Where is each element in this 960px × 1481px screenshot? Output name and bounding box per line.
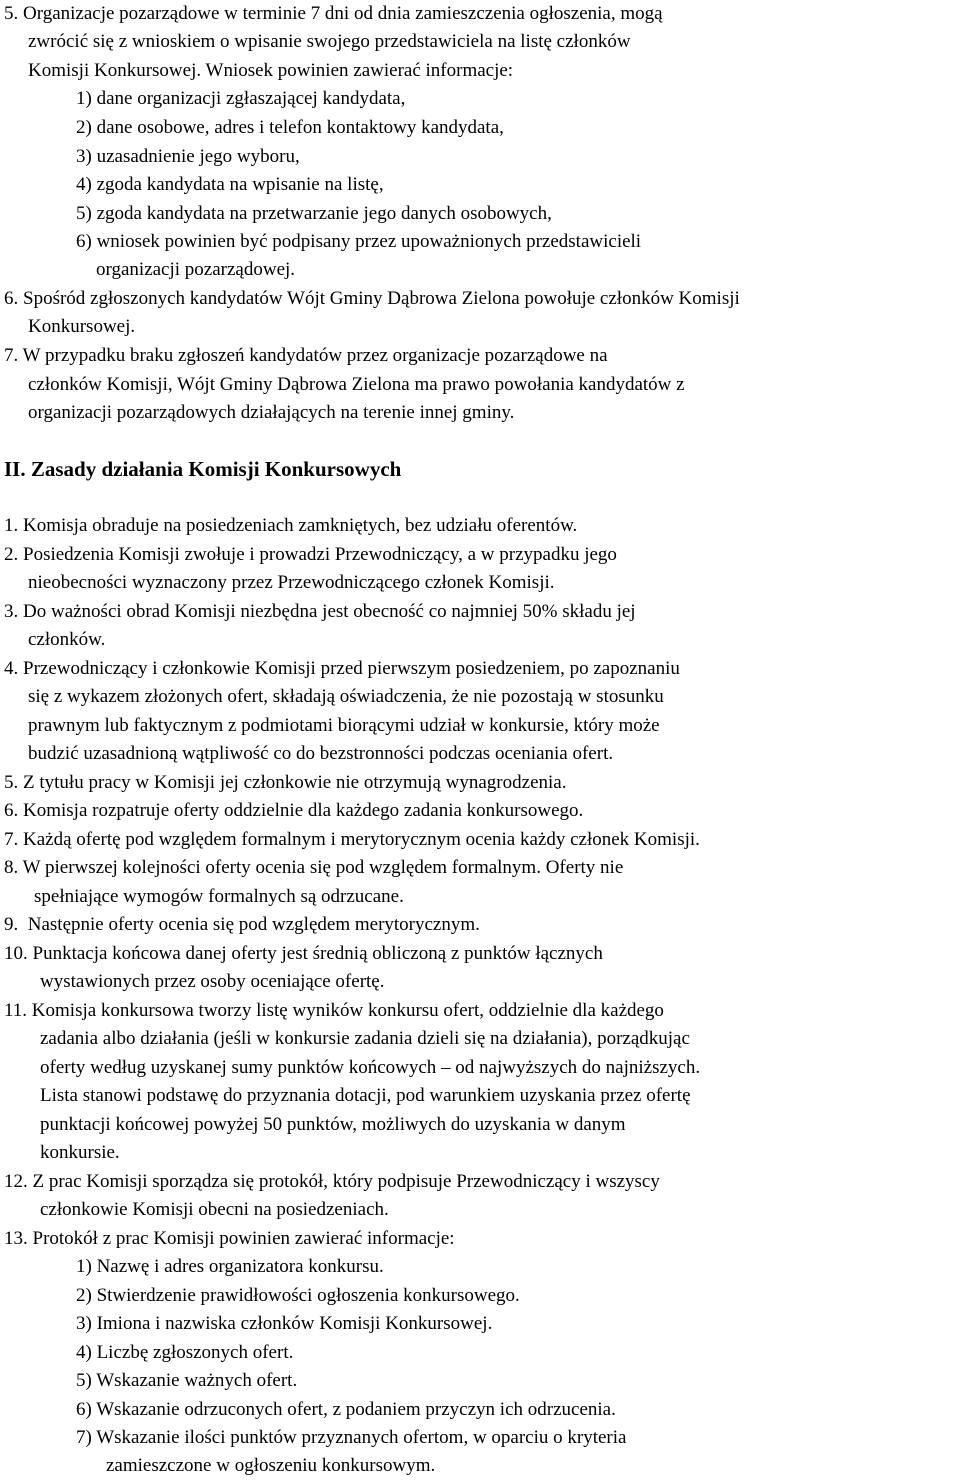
- item-number: 6.: [4, 800, 19, 821]
- rule-3: [4, 598, 636, 627]
- rule-4-cont-3: budzić uzasadnioną wątpliwość co do bezstronności podczas oceniania ofert.: [28, 743, 614, 764]
- rule-2-cont: nieobecności wyznaczony przez Przewodniczącego członek Komisji.: [28, 572, 555, 593]
- item-5-line-2: zwrócić się z wnioskiem o wpisanie swojego przedstawiciela na listę członków: [28, 31, 631, 52]
- item-number: 12.: [4, 1171, 28, 1192]
- rule-11-cont-5: konkursie.: [40, 1142, 120, 1163]
- item-number: 10.: [4, 943, 28, 964]
- rule-6: [4, 797, 583, 826]
- subitem-6-cont: organizacji pozarządowej.: [96, 259, 296, 280]
- subitem-5: 5) zgoda kandydata na przetwarzanie jego danych osobowych,: [76, 203, 552, 224]
- rule-8-cont: spełniające wymogów formalnych są odrzucane.: [34, 886, 404, 907]
- item-6-line-2: Konkursowej.: [28, 316, 136, 337]
- rule-10: [4, 940, 603, 969]
- item-number: 13.: [4, 1228, 28, 1249]
- rule-11: [4, 997, 664, 1026]
- item-7-line-1: [4, 342, 608, 371]
- paragraph-text: W pierwszej kolejności oferty ocenia się pod względem formalnym. Oferty nie: [22, 857, 624, 878]
- rule-13: [4, 1225, 455, 1254]
- paragraph-text: Komisja konkursowa tworzy listę wyników konkursu ofert, oddzielnie dla każdego: [31, 1000, 664, 1021]
- protocol-item-4: 4) Liczbę zgłoszonych ofert.: [76, 1342, 294, 1363]
- protocol-item-1: 1) Nazwę i adres organizatora konkursu.: [76, 1256, 384, 1277]
- rule-12: [4, 1168, 660, 1197]
- item-7-line-3: organizacji pozarządowych działających na terenie innej gminy.: [28, 402, 515, 423]
- protocol-item-6: 6) Wskazanie odrzuconych ofert, z podaniem przyczyn ich odrzucenia.: [76, 1399, 616, 1420]
- paragraph-text: Protokół z prac Komisji powinien zawierać informacje:: [32, 1228, 455, 1249]
- item-number: 7.: [4, 829, 19, 850]
- rule-1: [4, 512, 577, 541]
- item-number: 8.: [4, 857, 19, 878]
- item-number: 5.: [4, 3, 19, 24]
- rule-5: [4, 769, 566, 798]
- subitem-1: 1) dane organizacji zgłaszającej kandydata,: [76, 88, 406, 109]
- item-5-line-1: [4, 0, 663, 29]
- paragraph-text: Do ważności obrad Komisji niezbędna jest obecność co najmniej 50% składu jej: [23, 601, 636, 622]
- paragraph-text: Punktacja końcowa danej oferty jest średnią obliczoną z punktów łącznych: [32, 943, 603, 964]
- rule-4: [4, 655, 680, 684]
- rule-4-cont-1: się z wykazem złożonych ofert, składają oświadczenia, że nie pozostają w stosunku: [28, 686, 664, 707]
- item-number: 7.: [4, 345, 19, 366]
- rule-7: [4, 826, 700, 855]
- item-number: 6.: [4, 288, 19, 309]
- paragraph-text: Komisja rozpatruje oferty oddzielnie dla każdego zadania konkursowego.: [23, 800, 584, 821]
- paragraph-text: Spośród zgłoszonych kandydatów Wójt Gminy Dąbrowa Zielona powołuje członków Komisji: [23, 288, 740, 309]
- rule-11-cont-3: Lista stanowi podstawę do przyznania dotacji, pod warunkiem uzyskania przez ofertę: [40, 1085, 691, 1106]
- item-number: 9.: [4, 914, 19, 935]
- protocol-item-2: 2) Stwierdzenie prawidłowości ogłoszenia konkursowego.: [76, 1285, 520, 1306]
- subitem-4: 4) zgoda kandydata na wpisanie na listę,: [76, 174, 384, 195]
- item-number: 5.: [4, 772, 19, 793]
- rule-2: [4, 541, 617, 570]
- item-number: 3.: [4, 601, 19, 622]
- section-heading: II. Zasady działania Komisji Konkursowych: [4, 457, 402, 481]
- rule-11-cont-4: punktacji końcowej powyżej 50 punktów, możliwych do uzyskania w danym: [40, 1114, 626, 1135]
- protocol-item-7: 7) Wskazanie ilości punktów przyznanych ofertom, w oparciu o kryteria: [76, 1427, 627, 1448]
- item-number: 4.: [4, 658, 19, 679]
- paragraph-text: Komisja obraduje na posiedzeniach zamkniętych, bez udziału oferentów.: [23, 515, 578, 536]
- item-5-line-3: Komisji Konkursowej. Wniosek powinien zawierać informacje:: [28, 60, 514, 81]
- protocol-item-5: 5) Wskazanie ważnych ofert.: [76, 1370, 298, 1391]
- rule-3-cont: członków.: [28, 629, 106, 650]
- subitem-3: 3) uzasadnienie jego wyboru,: [76, 146, 300, 167]
- rule-11-cont-1: zadania albo działania (jeśli w konkursie zadania dzieli się na działania), porządkując: [40, 1028, 690, 1049]
- rule-8: [4, 854, 623, 883]
- rule-12-cont: członkowie Komisji obecni na posiedzeniach.: [40, 1199, 389, 1220]
- paragraph-text: Każdą ofertę pod względem formalnym i merytorycznym ocenia każdy członek Komisji.: [23, 829, 700, 850]
- protocol-item-7-cont: zamieszczone w ogłoszeniu konkursowym.: [106, 1455, 436, 1476]
- item-number: 1.: [4, 515, 19, 536]
- rule-10-cont: wystawionych przez osoby oceniające ofertę.: [40, 971, 385, 992]
- paragraph-text: Z prac Komisji sporządza się protokół, który podpisuje Przewodniczący i wszyscy: [32, 1171, 660, 1192]
- item-number: 11.: [4, 1000, 28, 1021]
- item-number: 2.: [4, 544, 19, 565]
- paragraph-text: Organizacje pozarządowe w terminie 7 dni od dnia zamieszczenia ogłoszenia, mogą: [23, 3, 663, 24]
- subitem-2: 2) dane osobowe, adres i telefon kontaktowy kandydata,: [76, 117, 504, 138]
- item-7-line-2: członków Komisji, Wójt Gminy Dąbrowa Zielona ma prawo powołania kandydatów z: [28, 374, 685, 395]
- rule-4-cont-2: prawnym lub faktycznym z podmiotami biorącymi udział w konkursie, który może: [28, 715, 660, 736]
- paragraph-text: Z tytułu pracy w Komisji jej członkowie nie otrzymują wynagrodzenia.: [23, 772, 567, 793]
- paragraph-text: Przewodniczący i członkowie Komisji przed pierwszym posiedzeniem, po zapoznaniu: [23, 658, 680, 679]
- protocol-item-3: 3) Imiona i nazwiska członków Komisji Konkursowej.: [76, 1313, 493, 1334]
- item-6-line-1: [4, 285, 740, 314]
- paragraph-text: Następnie oferty ocenia się pod względem merytorycznym.: [27, 914, 480, 935]
- rule-11-cont-2: oferty według uzyskanej sumy punktów końcowych – od najwyższych do najniższych.: [40, 1057, 701, 1078]
- subitem-6: 6) wniosek powinien być podpisany przez upoważnionych przedstawicieli: [76, 231, 642, 252]
- paragraph-text: W przypadku braku zgłoszeń kandydatów przez organizacje pozarządowe na: [22, 345, 608, 366]
- rule-9: [4, 911, 480, 940]
- paragraph-text: Posiedzenia Komisji zwołuje i prowadzi Przewodniczący, a w przypadku jego: [23, 544, 617, 565]
